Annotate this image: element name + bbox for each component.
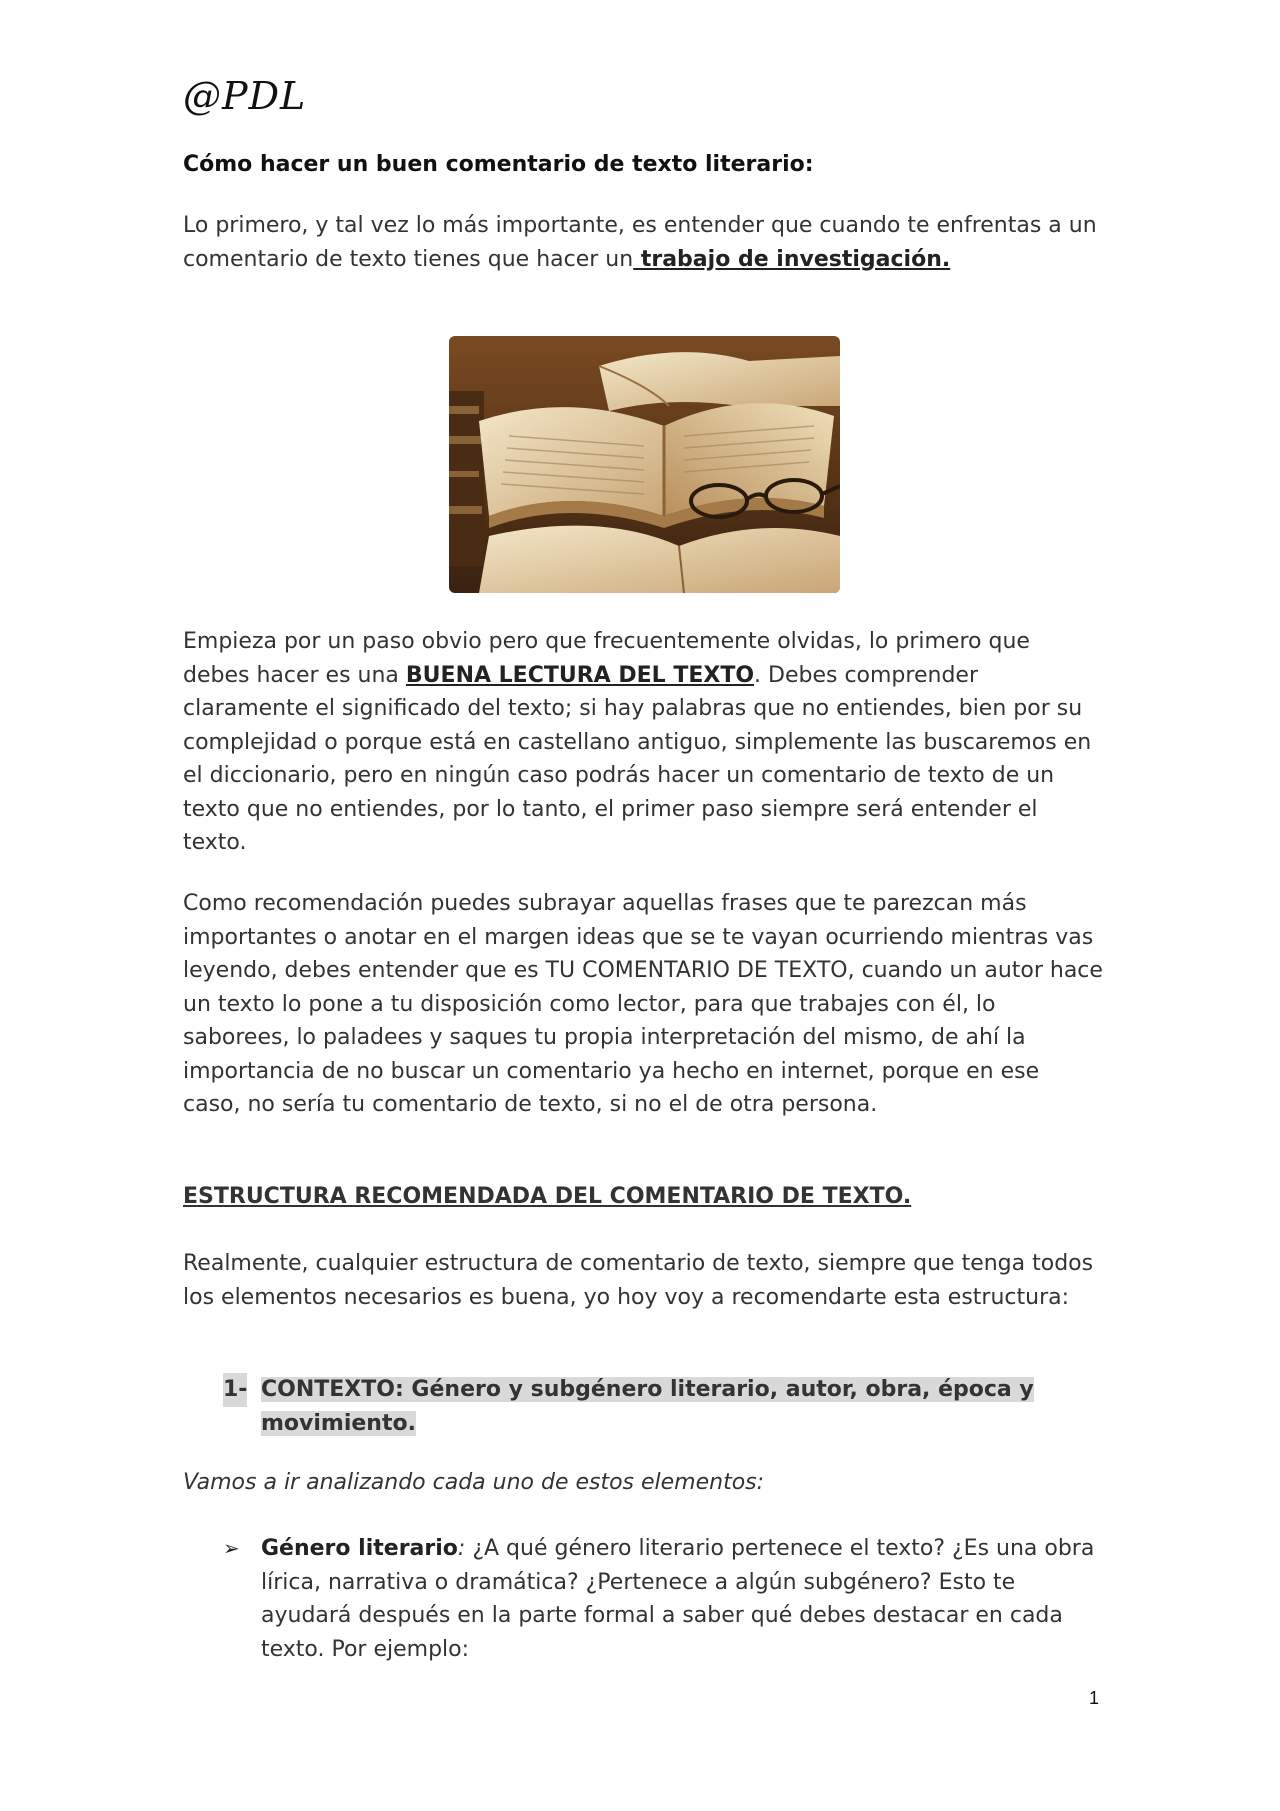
page-number: 1 <box>1089 1688 1100 1708</box>
bullet-term: Género literario <box>261 1536 458 1561</box>
analysis-intro: Vamos a ir analizando cada uno de estos elementos: <box>183 1470 765 1495</box>
author-logo: @PDL <box>183 74 307 118</box>
numbered-item-context <box>223 1373 1103 1440</box>
reading-text-before: Empieza por un paso obvio pero que frecuentemente olvidas, lo primero que debes hacer es una <box>183 629 1030 688</box>
bullet-colon: : <box>457 1536 466 1561</box>
item-number: 1- <box>223 1373 247 1407</box>
open-books-icon <box>449 336 840 593</box>
document-title: Cómo hacer un buen comentario de texto literario: <box>183 152 814 177</box>
structure-heading: ESTRUCTURA RECOMENDADA DEL COMENTARIO DE TEXTO. <box>183 1184 912 1209</box>
reading-paragraph <box>183 625 1103 860</box>
intro-emphasis: trabajo de investigación. <box>633 246 951 272</box>
bullet-genero-literario <box>223 1532 1103 1666</box>
reading-text-after: . Debes comprender claramente el significado del texto; si hay palabras que no entiendes, bien por su complejidad o porque está en castellano antiguo, simplemente las buscaremos en el diccionario, pero en ningún caso podrás hacer un comentario de texto de un texto que no entiendes, por lo tanto, el primer paso siempre será entender el texto. <box>183 662 1092 855</box>
structure-intro: Realmente, cualquier estructura de comentario de texto, siempre que tenga todos los elementos necesarios es buena, yo hoy voy a recomendarte esta estructura: <box>183 1251 1094 1310</box>
item-text: CONTEXTO: Género y subgénero literario, autor, obra, época y movimiento. <box>261 1377 1034 1436</box>
reading-emphasis: BUENA LECTURA DEL TEXTO <box>405 662 755 688</box>
arrow-bullet-icon: ➢ <box>223 1536 240 1560</box>
books-image <box>449 336 840 593</box>
bullet-text: ¿A qué género literario pertenece el texto? ¿Es una obra lírica, narrativa o dramática? ¿Pertenece a algún subgénero? Esto te ayudará después en la parte formal a saber qué debes destacar en cada texto. Por ejemplo: <box>261 1536 1095 1662</box>
intro-paragraph <box>183 209 1103 276</box>
intro-text: Lo primero, y tal vez lo más importante, es entender que cuando te enfrentas a un comentario de texto tienes que hacer un <box>183 213 1097 272</box>
recommendation-paragraph: Como recomendación puedes subrayar aquellas frases que te parezcan más importantes o anotar en el margen ideas que se te vayan ocurriendo mientras vas leyendo, debes entender que es TU COMENTARIO DE TEXTO, cuando un autor hace un texto lo pone a tu disposición como lector, para que trabajes con él, lo saborees, lo paladees y saques tu propia interpretación del mismo, de ahí la importancia de no buscar un comentario ya hecho en internet, porque en ese caso, no sería tu comentario de texto, si no el de otra persona. <box>183 891 1103 1117</box>
